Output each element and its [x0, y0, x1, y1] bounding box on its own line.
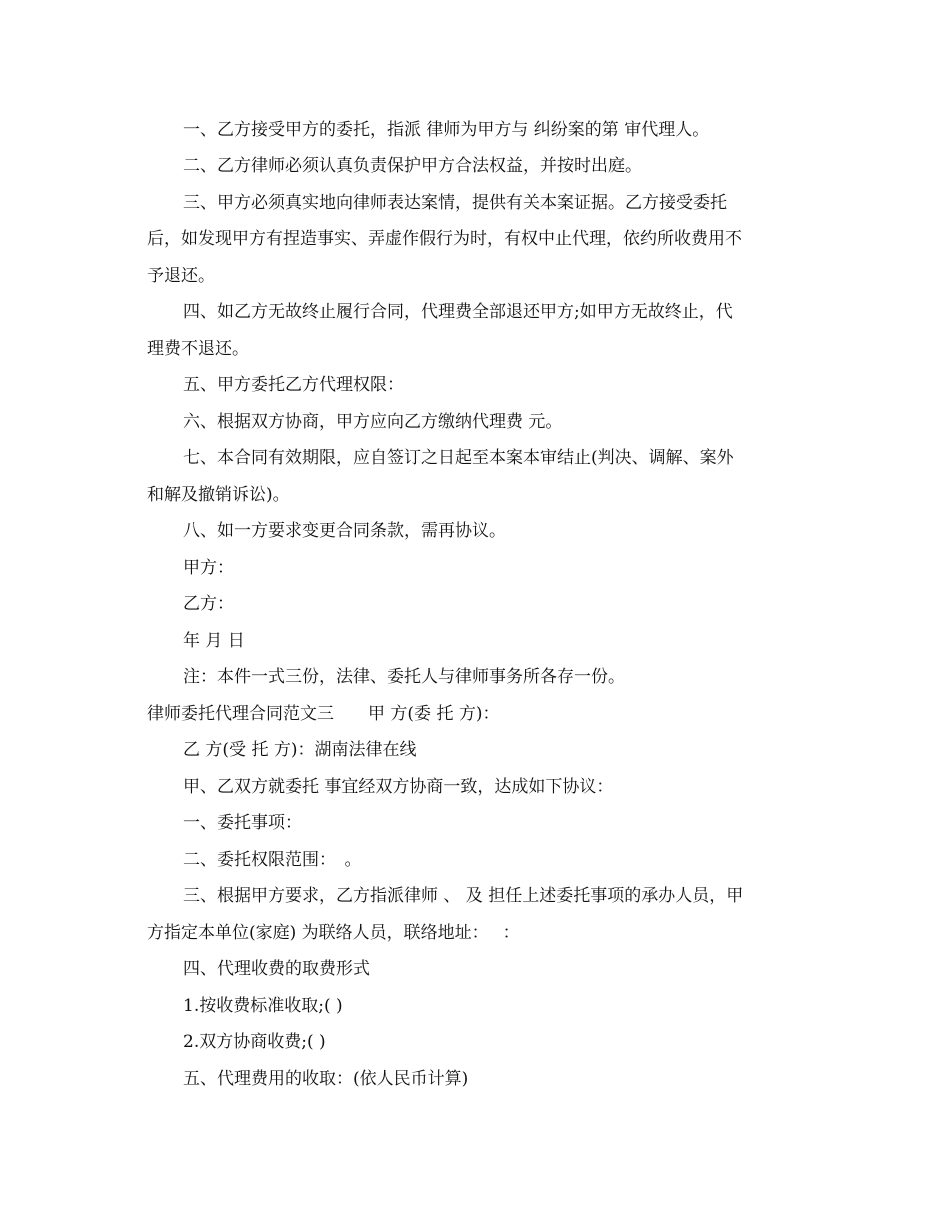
text-line: 后，如发现甲方有捏造事实、弄虚作假行为时，有权中止代理，依约所收费用不: [147, 229, 742, 249]
text-line: 一、委托事项：: [183, 813, 302, 833]
text-line: 八、如一方要求变更合同条款，需再协议。: [183, 521, 506, 541]
text-line: 三、根据甲方要求，乙方指派律师 、 及 担任上述委托事项的承办人员，甲: [183, 886, 744, 906]
text-line: 四、代理收费的取费形式: [183, 959, 370, 979]
text-line: 二、委托权限范围： 。: [183, 850, 362, 870]
text-line: 甲、乙双方就委托 事宜经双方协商一致，达成如下协议：: [183, 777, 614, 797]
text-line: 律师委托代理合同范文三 甲 方(委 托 方)：: [147, 704, 500, 724]
text-line: 七、本合同有效期限，应自签订之日起至本案本审结止(判决、调解、案外: [183, 448, 734, 468]
text-line: 甲方：: [183, 558, 234, 578]
text-line: 予退还。: [147, 266, 215, 286]
text-line: 乙方：: [183, 594, 234, 614]
text-line: 和解及撤销诉讼)。: [147, 485, 290, 505]
text-line: 一、乙方接受甲方的委托，指派 律师为甲方与 纠纷案的第 审代理人。: [183, 120, 710, 140]
text-line: 注：本件一式三份，法律、委托人与律师事务所各存一份。: [183, 667, 625, 687]
text-line: 年 月 日: [183, 631, 245, 651]
text-line: 2.双方协商收费;( ): [183, 1032, 326, 1052]
text-line: 乙 方(受 托 方)：湖南法律在线: [183, 740, 417, 760]
text-line: 方指定本单位(家庭) 为联络人员，联络地址： ：: [147, 923, 520, 943]
text-line: 五、代理费用的收取：(依人民币计算): [183, 1069, 469, 1089]
text-line: 二、乙方律师必须认真负责保护甲方合法权益，并按时出庭。: [183, 156, 642, 176]
text-line: 1.按收费标准收取;( ): [183, 996, 343, 1016]
text-line: 六、根据双方协商，甲方应向乙方缴纳代理费 元。: [183, 412, 563, 432]
text-line: 理费不退还。: [147, 339, 249, 359]
text-line: 三、甲方必须真实地向律师表达案情，提供有关本案证据。乙方接受委托: [183, 193, 727, 213]
text-line: 四、如乙方无故终止履行合同，代理费全部退还甲方;如甲方无故终止，代: [183, 302, 733, 322]
text-line: 五、甲方委托乙方代理权限：: [183, 375, 404, 395]
